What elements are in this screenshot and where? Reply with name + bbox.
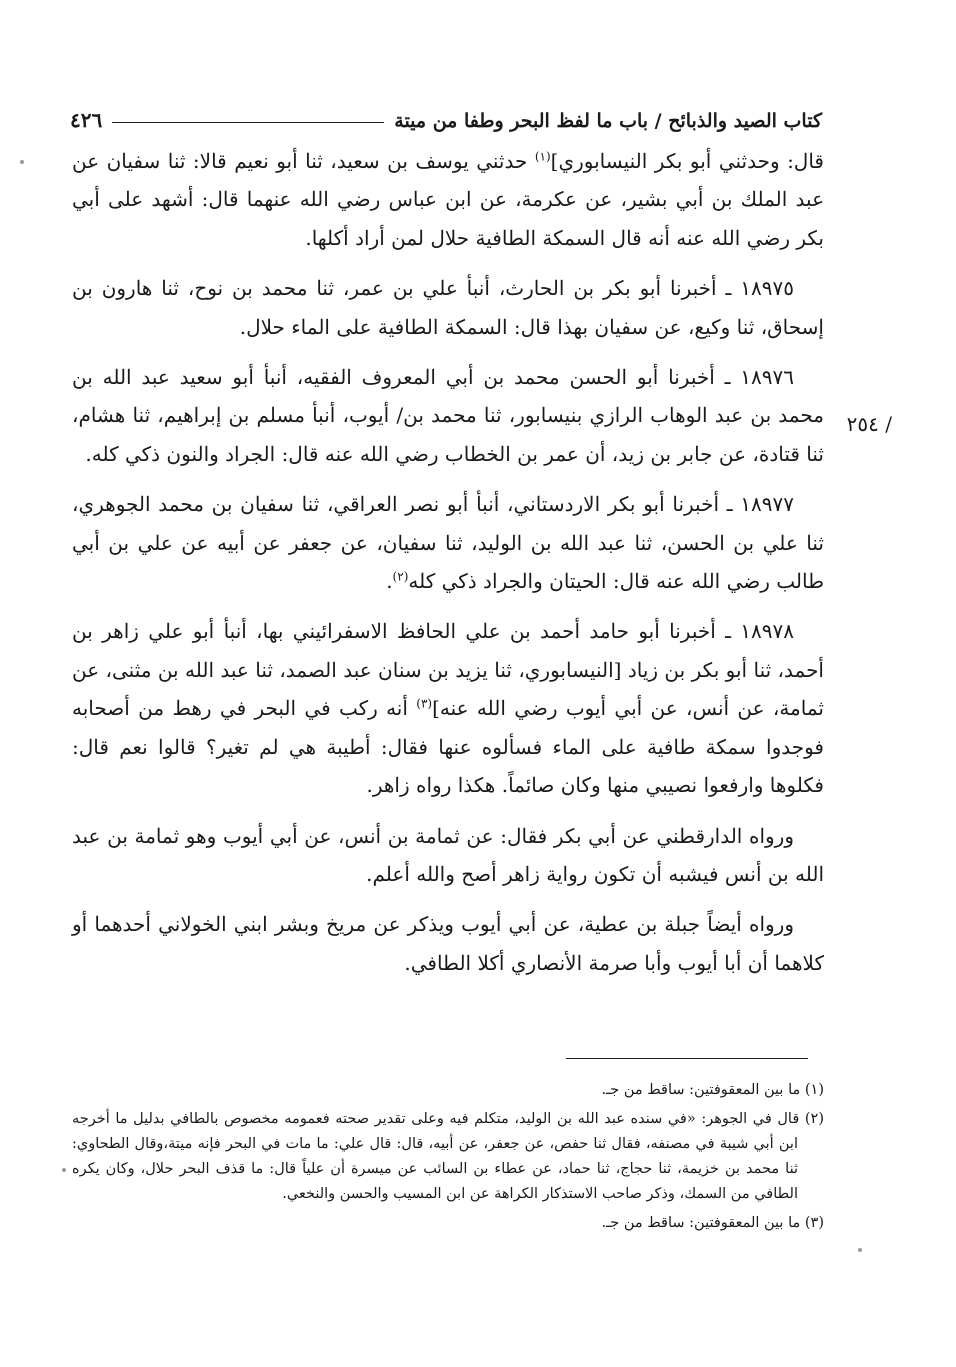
hadith-18975: ١٨٩٧٥ ـ أخبرنا أبو بكر بن الحارث، أنبأ علي بن عمر، ثنا محمد بن نوح، ثنا هارون بن إسحاق، ثنا وكيع، عن سفيان بهذا قال: السمكة الطافية على الماء حلال. — [72, 276, 824, 339]
scan-speck — [20, 160, 24, 164]
header-rule — [112, 122, 384, 123]
paragraph: ورواه أيضاً جبلة بن عطية، عن أبي أيوب ويذكر عن مريخ وبشر ابني الخولاني أحدهما أو كلاهما أن أبا أيوب وأبا صرمة الأنصاري أكلا الطافي. — [72, 912, 824, 975]
hadith-18977: ١٨٩٧٧ ـ أخبرنا أبو بكر الاردستاني، أنبأ أبو نصر العراقي، ثنا سفيان بن محمد الجوهري، ثنا علي بن الحسن، ثنا عبد الله بن الوليد، ثنا سفيان، عن جعفر عن أبيه عن علي بن أبي طالب رضي الله عنه قال: الحيتان والجراد ذكي كله$^{(٢)}$. — [72, 492, 824, 594]
footnote-ref: (١) — [534, 149, 551, 164]
main-text — [72, 142, 824, 994]
footnote-2: (٢) قال في الجوهر: «في سنده عبد الله بن الوليد، متكلم فيه وعلى تقدير صحته فعمومه مخصوص بالطافي بدليل ما أخرجه ابن أبي شيبة في مصنفه، فقال ثنا حفص، عن جعفر، عن أبيه، قال: قال علي: ما مات في البحر فإنه ميتة،وقال الطحاوي: ثنا محمد بن خزيمة، ثنا حجاج، ثنا حماد، عن عطاء بن السائب عن ميسرة أن علياً قال: ما قذف البحر حلال، وكان يكره الطافي من السمك، وذكر صاحب الاستذكار الكراهة عن ابن المسيب والحسن والنخعي. — [72, 1111, 824, 1202]
footnote-ref: (٢) — [392, 569, 409, 584]
footnote-separator — [566, 1058, 808, 1059]
page-number: ٤٢٦ — [70, 108, 103, 132]
footnote-3: (٣) ما بين المعقوفتين: ساقط من جـ. — [601, 1215, 824, 1231]
footnote-ref: (٣) — [416, 696, 433, 711]
paragraph: قال: وحدثني أبو بكر النيسابوري]$^{(١)}$ حدثني يوسف بن سعيد، ثنا أبو نعيم قالا: ثنا سفيان عن عبد الملك بن أبي بشير، عن عكرمة، عن ابن عباس رضي الله عنهما قال: أشهد على أبي بكر رضي الله عنه أنه قال السمكة الطافية حلال لمن أراد أكلها. — [72, 149, 824, 250]
scan-speck — [62, 1168, 66, 1172]
margin-page-reference: / ٢٥٤ — [846, 412, 892, 436]
scan-speck — [858, 1248, 862, 1252]
footnote-1: (١) ما بين المعقوفتين: ساقط من جـ. — [601, 1082, 824, 1098]
running-header — [62, 98, 822, 132]
paragraph: ورواه الدارقطني عن أبي بكر فقال: عن ثمامة بن أنس، عن أبي أيوب وهو ثمامة بن عبد الله بن أنس فيشبه أن تكون رواية زاهر أصح والله أعلم. — [72, 823, 824, 886]
hadith-18976: ١٨٩٧٦ ـ أخبرنا أبو الحسن محمد بن أبي المعروف الفقيه، أنبأ أبو سعيد عبد الله بن محمد بن عبد الوهاب الرازي بنيسابور، ثنا محمد بن/ أيوب، أنبأ مسلم بن إبراهيم، ثنا هشام، ثنا قتادة، عن جابر بن زيد، أن عمر بن الخطاب رضي الله عنه قال: الجراد والنون ذكي كله. — [72, 365, 824, 466]
running-title: كتاب الصيد والذبائح / باب ما لفظ البحر وطفا من ميتة — [394, 110, 822, 132]
hadith-18978: ١٨٩٧٨ ـ أخبرنا أبو حامد أحمد بن علي الحافظ الاسفرائيني بها، أنبأ أبو علي زاهر بن أحمد، ثنا أبو بكر بن زياد [النيسابوري، ثنا يزيد بن سنان عبد الصمد، ثنا عبد الله بن مثنى، عن ثمامة، عن أنس، عن أبي أيوب رضي الله عنه]$^{(٣)}$ أنه ركب في البحر في رهط من أصحابه فوجدوا سمكة طافية على الماء فسألوه عنها فقال: أطيبة هي لم تغير؟ قالوا نعم قال: فكلوها وارفعوا نصيبي منها وكان صائماً. هكذا رواه زاهر. — [72, 619, 824, 798]
footnotes — [72, 1078, 824, 1240]
